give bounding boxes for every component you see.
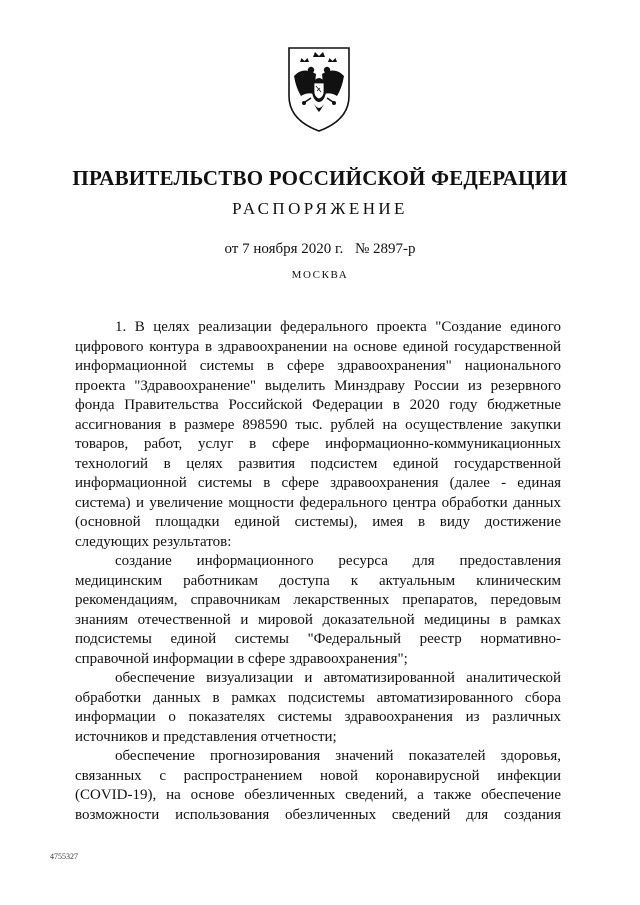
body-line: система) и увеличение мощности федерального центра обработки данных: [75, 494, 561, 511]
body-line: подсистемы единой системы "Федеральный реестр нормативно-: [75, 631, 561, 647]
russian-coat-of-arms-icon: [283, 44, 355, 134]
body-line: создание информационного ресурса для предоставления: [115, 553, 561, 569]
body-line: технологий в целях развития подсистем единой государственной: [75, 455, 561, 472]
body-line: информационной системы в сфере здравоохранения" национального: [75, 358, 561, 374]
body-line: связанных с распространением новой коронавирусной инфекции: [75, 767, 561, 784]
document-date-line: [0, 241, 640, 258]
document-code: 4755327: [50, 852, 78, 861]
body-line: обеспечение визуализации и автоматизированной аналитической: [115, 670, 561, 686]
body-line: информации о показателях системы здравоохранения из различных: [75, 709, 561, 725]
document-city: МОСКВА: [291, 269, 349, 281]
body-line: рекомендациям, справочникам лекарственных препаратов, передовым: [75, 592, 561, 608]
document-body: [75, 318, 561, 825]
body-line: (COVID-19), на основе обезличенных сведений, а также обеспечение: [75, 787, 561, 803]
body-line: 1. В целях реализации федерального проекта "Создание единого: [115, 319, 561, 335]
body-line: (основной площадки единой системы), имея в виду достижение: [75, 514, 561, 530]
body-line: обработки данных в рамках подсистемы автоматизированного сбора: [75, 689, 561, 706]
body-line: возможности использования обезличенных сведений для создания: [75, 806, 561, 823]
body-line: фонда Правительства Российской Федерации в 2020 году бюджетные: [75, 397, 561, 413]
body-line: проекта "Здравоохранение" выделить Минздраву России из резервного: [75, 377, 561, 394]
body-line: ассигнования в размере 898590 тыс. рублей на осуществление закупки: [75, 416, 561, 433]
body-line: цифрового контура в здравоохранении на основе единой государственной: [75, 338, 561, 355]
body-line: медицинским работникам доступа к актуальным клиническим: [75, 572, 561, 589]
body-line: информационной системы в сфере здравоохранения (далее - единая: [75, 475, 561, 491]
body-line: справочной информации в сфере здравоохранения";: [75, 650, 408, 667]
body-line: источников и представления отчетности;: [75, 728, 337, 745]
government-title: ПРАВИТЕЛЬСТВО РОССИЙСКОЙ ФЕДЕРАЦИИ: [72, 166, 568, 190]
body-line: следующих результатов:: [75, 533, 232, 550]
document-number: № 2897-р: [354, 241, 416, 257]
body-line: обеспечение прогнозирования значений показателей здоровья,: [115, 748, 561, 764]
body-line: товаров, работ, услуг в сфере информационно-коммуникационных: [75, 436, 561, 452]
document-type: РАСПОРЯЖЕНИЕ: [232, 199, 408, 218]
body-line: знаниям отечественной и мировой доказательной медицины в рамках: [75, 611, 561, 628]
document-date: от 7 ноября 2020 г.: [224, 241, 344, 257]
